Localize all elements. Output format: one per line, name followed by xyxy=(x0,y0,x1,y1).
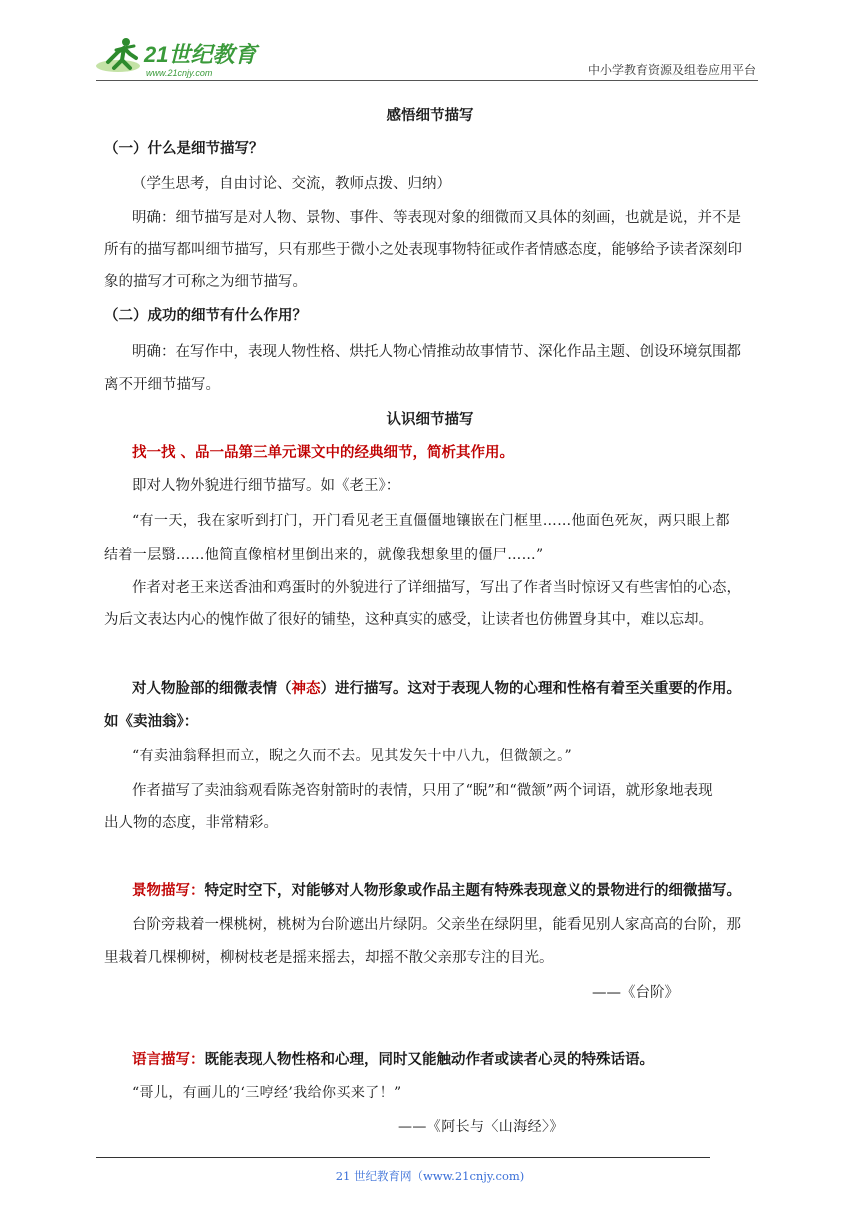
part-d-source: ——《阿长与〈山海经〉》 xyxy=(398,1119,564,1135)
sec1-answer-line-3: 象的描写才可称之为细节描写。 xyxy=(104,274,307,290)
logo-url: www.21cnjy.com xyxy=(146,68,213,78)
sec1-note: （学生思考，自由讨论、交流，教师点拨、归纳） xyxy=(132,176,451,192)
sec1-answer-line-2: 所有的描写都叫细节描写，只有那些于微小之处表现事物特征或作者情感态度，能够给予读者深刻印 xyxy=(104,242,742,258)
site-logo xyxy=(96,32,266,82)
sec1-answer-line-1: 明确：细节描写是对人物、景物、事件、等表现对象的细微而又具体的刻画，也就是说，并不是 xyxy=(132,210,741,226)
part-b-lead-pre: 对人物脸部的细微表情（ xyxy=(132,680,292,697)
part-a-analysis-line-2: 为后文表达内心的愧怍做了很好的铺垫，这种真实的感受，让读者也仿佛置身其中，难以忘却。 xyxy=(104,612,713,628)
part-b-analysis-line-2: 出人物的态度，非常精彩。 xyxy=(104,815,278,831)
part-b-lead-line-2: 如《卖油翁》： xyxy=(104,713,199,730)
sec2-heading: （二）成功的细节有什么作用？ xyxy=(104,307,307,324)
part-a-quote-line-2: 结着一层翳……他简直像棺材里倒出来的，就像我想象里的僵尸……” xyxy=(104,547,544,563)
part-b-analysis-line-1: 作者描写了卖油翁观看陈尧咨射箭时的表情，只用了“睨”和“微颔”两个词语，就形象地表现 xyxy=(132,783,713,799)
part-d-lead xyxy=(132,1050,654,1070)
part-d-definition: 既能表现人物性格和心理，同时又能触动作者或读者心灵的特殊话语。 xyxy=(204,1051,654,1068)
part-a-intro: 即对人物外貌进行细节描写。如《老王》： xyxy=(132,478,401,494)
part-b-lead xyxy=(132,679,741,699)
part-c-source: ——《台阶》 xyxy=(592,985,679,1001)
part-b-keyword: 神态 xyxy=(291,680,321,697)
footer-link[interactable]: 21 世纪教育网（www.21cnjy.com) xyxy=(335,1169,525,1183)
sec2-answer-line-1: 明确：在写作中，表现人物性格、烘托人物心情推动故事情节、深化作品主题、创设环境氛围都 xyxy=(132,344,741,360)
footer-divider xyxy=(96,1157,710,1158)
part-c-text-line-2: 里栽着几棵柳树，柳树枝老是摇来摇去，却摇不散父亲那专注的目光。 xyxy=(104,950,554,966)
part-d-quote: “哥儿，有画儿的‘三哼经’我给你买来了！” xyxy=(132,1085,402,1101)
sec1-heading: （一）什么是细节描写？ xyxy=(104,140,264,157)
part-b-lead-post: ）进行描写。这对于表现人物的心理和性格有着至关重要的作用。 xyxy=(320,680,741,697)
header-divider xyxy=(96,80,758,81)
section-title-2: 认识细节描写 xyxy=(386,411,474,428)
section-title-1: 感悟细节描写 xyxy=(386,107,474,124)
platform-name: 中小学教育资源及组卷应用平台 xyxy=(587,63,756,77)
part-c-definition: 特定时空下，对能够对人物形象或作品主题有特殊表现意义的景物进行的细微描写。 xyxy=(204,882,741,899)
part-c-text-line-1: 台阶旁栽着一棵桃树，桃树为台阶遮出片绿阴。父亲坐在绿阴里，能看见别人家高高的台阶，那 xyxy=(132,917,741,933)
runner-logo-icon xyxy=(96,32,266,82)
part-b-quote: “有卖油翁释担而立，睨之久而不去。见其发矢十中八九，但微颔之。” xyxy=(132,748,573,764)
part-c-keyword: 景物描写： xyxy=(132,882,205,899)
part-a-quote-line-1: “有一天，我在家听到打门，开门看见老王直僵僵地镶嵌在门框里……他面色死灰，两只眼上都 xyxy=(132,513,730,529)
part-a-analysis-line-1: 作者对老王来送香油和鸡蛋时的外貌进行了详细描写，写出了作者当时惊讶又有些害怕的心态， xyxy=(132,580,741,596)
task-prompt: 找一找 、品一品第三单元课文中的经典细节，简析其作用。 xyxy=(132,444,515,461)
logo-text: 21世纪教育 xyxy=(144,42,257,67)
sec2-answer-line-2: 离不开细节描写。 xyxy=(104,377,220,393)
part-c-lead xyxy=(132,881,741,901)
part-d-keyword: 语言描写： xyxy=(132,1051,205,1068)
